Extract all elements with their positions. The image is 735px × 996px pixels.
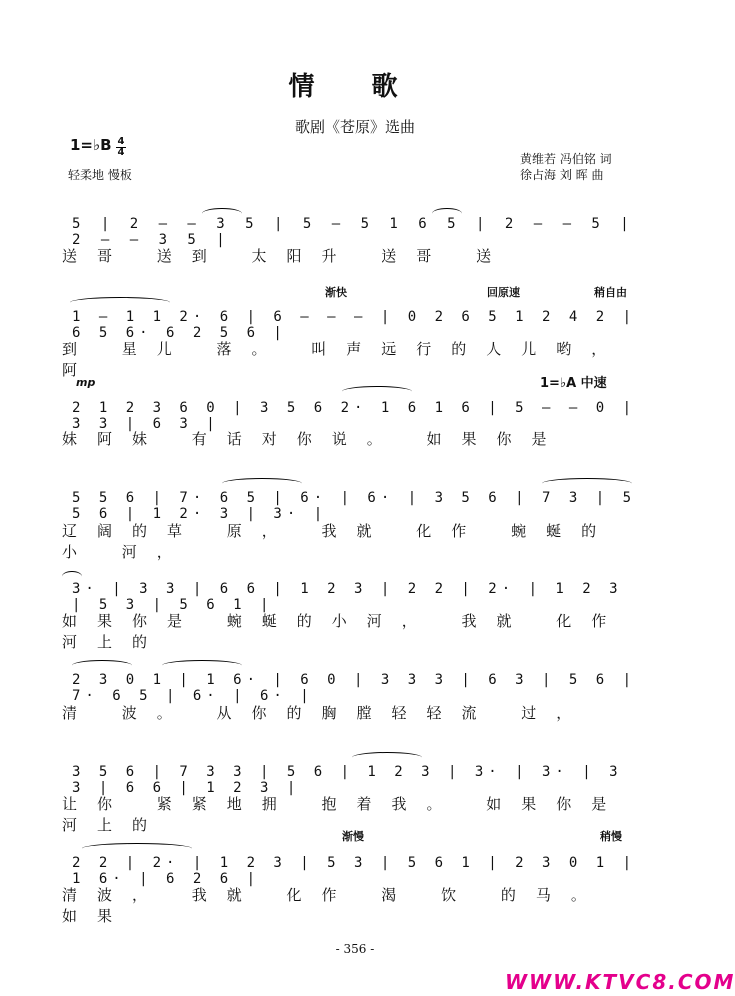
lyrics-line-6: 清 波。 从你的胸膛轻轻流 过，: [62, 704, 592, 722]
slur: [72, 660, 132, 671]
slur: [82, 843, 192, 854]
mark-accel: 渐快: [325, 286, 347, 299]
tempo-marking: 轻柔地 慢板: [68, 168, 132, 182]
composer-credit: 徐占海 刘 晖 曲: [520, 168, 604, 182]
notation-line-6: 2 3 0 1 | 1 6· | 6 0 | 3 3 3 | 6 3 | 5 6 | 7· 6 5 | 6· | 6· |: [62, 672, 648, 698]
slur: [342, 386, 412, 397]
notation-line-1: 5 | 2 — — 3 5 | 5 — 5 1 6 5 | 2 — — 5 | 2 — — 3 5 |: [62, 216, 648, 242]
mark-rit: 渐慢: [342, 830, 364, 843]
time-signature: [116, 137, 126, 158]
meter-top: 4: [117, 136, 125, 147]
mark-poco-rit: 稍慢: [600, 830, 622, 843]
lyrics-line-8: 清波， 我就 化作 渴 饮 的马。 如果: [62, 886, 606, 925]
subtitle: 歌剧《苍原》选曲: [294, 118, 415, 136]
notation-line-7: 3 5 6 | 7 3 3 | 5 6 | 1 2 3 | 3· | 3· | 3 3 | 6 6 | 1 2 3 |: [62, 764, 648, 790]
lyrics-line-1: 送哥 送到 太阳升 送哥 送: [62, 247, 512, 265]
lyricist-credit: 黄维若 冯伯铭 词: [520, 152, 612, 166]
lyrics-line-4: 辽阔的草 原， 我就 化作 蜿蜒的小 河，: [62, 522, 617, 561]
slur: [352, 752, 422, 763]
key-change: 1=♭A 中速: [540, 376, 607, 391]
meter-bottom: 4: [117, 147, 125, 158]
notation-line-8: 2 2 | 2· | 1 2 3 | 5 3 | 5 6 1 | 2 3 0 1 | 1 6· | 6 2 6 |: [62, 855, 648, 881]
slur: [222, 478, 302, 489]
lyrics-line-3: 妹阿妹 有话对你说。 如果你是: [62, 430, 567, 448]
dynamic-mp: mp: [76, 376, 96, 389]
notation-line-5: 3· | 3 3 | 6 6 | 1 2 3 | 2 2 | 2· | 1 2 3 | 5 3 | 5 6 1 |: [62, 581, 648, 607]
slur: [162, 660, 242, 671]
slur: [432, 208, 462, 219]
watermark: WWW.KTVC8.COM: [505, 970, 735, 994]
mark-a-tempo: 回原速: [487, 286, 520, 299]
tie: [62, 571, 82, 582]
page-number: - 356 -: [335, 942, 375, 956]
notation-line-4: 5 5 6 | 7· 6 5 | 6· | 6· | 3 5 6 | 7 3 | 5 5 6 | 1 2· 3 | 3· |: [62, 490, 648, 516]
lyrics-line-5: 如果你是 蜿蜒的小河， 我就 化作 河上的: [62, 612, 627, 651]
slur: [202, 208, 242, 219]
lyrics-line-2: 到 星儿 落。 叫声远行的人儿哟， 阿: [62, 340, 627, 379]
key-signature: 1=♭B: [70, 136, 112, 154]
notation-line-3: 2 1 2 3 6 0 | 3 5 6 2· 1 6 1 6 | 5 — — 0 | 3 3 | 6 3 |: [62, 400, 648, 426]
slur: [542, 478, 632, 489]
mark-rubato: 稍自由: [594, 286, 627, 299]
song-title: 情 歌: [288, 72, 422, 102]
lyrics-line-7: 让你 紧紧地拥 抱着我。 如果你是 河上的: [62, 795, 627, 834]
notation-line-2: 1 — 1 1 2· 6 | 6 — — — | 0 2 6 5 1 2 4 2 | 6 5 6· 6 2 5 6 |: [62, 309, 648, 335]
slur: [70, 297, 170, 308]
